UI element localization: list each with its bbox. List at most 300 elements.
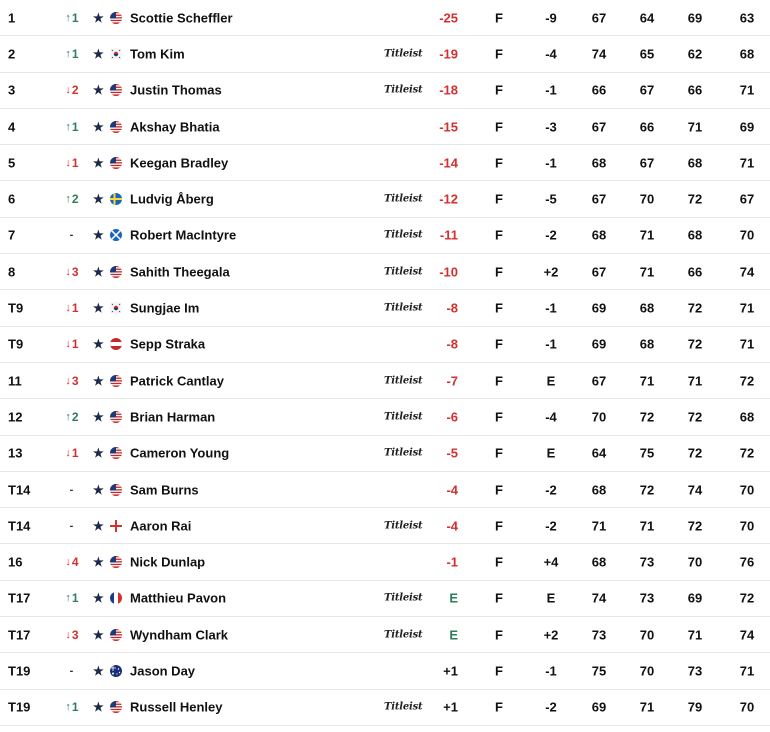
flag-us-icon [110, 12, 122, 24]
sponsor-logo: Titleist [384, 193, 423, 205]
arrow-up-icon: ↑ [65, 410, 71, 423]
position-change-value: 4 [71, 555, 79, 570]
leaderboard-row[interactable] [0, 109, 770, 145]
dash-icon: - [69, 483, 74, 496]
thru: F [495, 373, 503, 389]
flag-us-icon [110, 629, 122, 641]
leaderboard-row[interactable] [0, 363, 770, 399]
today-score: -1 [545, 336, 557, 352]
position-change-value: 1 [71, 155, 79, 170]
total-score: -14 [439, 155, 458, 171]
round-4-score: 68 [739, 46, 755, 62]
arrow-up-icon: ↑ [65, 193, 71, 206]
player-name[interactable]: Matthieu Pavon [130, 590, 227, 606]
round-2-score: 70 [639, 191, 655, 207]
player-name[interactable]: Russell Henley [130, 699, 223, 715]
favorite-star-icon[interactable]: ★ [93, 119, 104, 134]
position-change [62, 337, 82, 351]
round-1-score: 74 [591, 46, 607, 62]
round-3-score: 69 [687, 590, 703, 606]
today-score: -1 [545, 82, 557, 98]
today-score: -9 [545, 10, 557, 26]
position-change-value: 3 [71, 373, 79, 388]
round-2-score: 67 [639, 155, 655, 171]
player-name[interactable]: Sepp Straka [130, 336, 206, 352]
thru: F [495, 699, 503, 715]
round-2-score: 66 [639, 119, 655, 135]
position-change [62, 374, 82, 388]
sponsor-logo: Titleist [384, 629, 423, 641]
position: T9 [8, 336, 24, 352]
position-change [62, 11, 82, 25]
flag-us-icon [110, 157, 122, 169]
total-score: -6 [446, 409, 458, 425]
flag-kr-icon [110, 302, 122, 314]
round-2-score: 71 [639, 373, 655, 389]
leaderboard-row[interactable] [0, 0, 770, 36]
today-score: +2 [543, 627, 559, 643]
round-1-score: 71 [591, 518, 607, 534]
arrow-up-icon: ↑ [65, 592, 71, 605]
total-score: -18 [439, 82, 458, 98]
player-name[interactable]: Keegan Bradley [130, 155, 229, 171]
round-2-score: 70 [639, 627, 655, 643]
sponsor-logo: Titleist [384, 302, 423, 314]
round-3-score: 72 [687, 445, 703, 461]
round-4-score: 70 [739, 227, 755, 243]
flag-us-icon [110, 701, 122, 713]
round-4-score: 71 [739, 336, 755, 352]
position: T14 [8, 482, 31, 497]
arrow-up-icon: ↑ [65, 11, 71, 24]
round-3-score: 74 [687, 482, 703, 497]
round-3-score: 68 [687, 227, 703, 243]
favorite-star-icon[interactable]: ★ [93, 46, 104, 61]
position-change [62, 192, 82, 206]
today-score: -3 [545, 119, 557, 135]
total-score: -8 [446, 336, 458, 352]
player-name[interactable]: Sam Burns [130, 482, 199, 497]
round-3-score: 71 [687, 119, 703, 135]
position-change [62, 520, 82, 532]
round-1-score: 69 [591, 699, 607, 715]
round-3-score: 79 [687, 699, 703, 715]
position-change-value: 1 [71, 119, 79, 134]
position: 16 [8, 554, 23, 570]
position-change [62, 120, 82, 134]
position: T14 [8, 518, 31, 534]
player-name[interactable]: Tom Kim [130, 46, 185, 62]
position: 13 [8, 445, 23, 461]
round-2-score: 75 [639, 445, 655, 461]
round-3-score: 72 [687, 409, 703, 425]
sponsor-logo: Titleist [384, 84, 423, 96]
thru: F [495, 10, 503, 26]
flag-us-icon [110, 375, 122, 387]
leaderboard-row[interactable] [0, 690, 770, 726]
round-2-score: 70 [639, 663, 655, 679]
player-name[interactable]: Patrick Cantlay [130, 373, 224, 389]
total-score: E [449, 627, 458, 643]
position-change [62, 628, 82, 642]
player-name[interactable]: Jason Day [130, 663, 196, 679]
favorite-star-icon[interactable]: ★ [93, 482, 104, 497]
leaderboard-row[interactable] [0, 36, 770, 72]
flag-sc-icon [110, 229, 122, 241]
favorite-star-icon[interactable]: ★ [93, 83, 104, 98]
arrow-down-icon: ↓ [65, 628, 71, 641]
total-score: -8 [446, 300, 458, 316]
position-change [62, 446, 82, 460]
arrow-up-icon: ↑ [65, 47, 71, 60]
today-score: +2 [543, 264, 559, 280]
dash-icon: - [69, 519, 74, 532]
round-4-score: 72 [739, 373, 755, 389]
round-4-score: 67 [739, 191, 755, 207]
favorite-star-icon[interactable]: ★ [93, 155, 104, 170]
today-score: -2 [545, 518, 557, 534]
leaderboard-row[interactable] [0, 181, 770, 217]
position: 11 [8, 373, 22, 389]
position-change-value: 1 [71, 46, 79, 61]
thru: F [495, 409, 503, 425]
round-3-score: 68 [687, 155, 703, 171]
leaderboard-row[interactable] [0, 653, 770, 689]
arrow-down-icon: ↓ [65, 338, 71, 351]
round-2-score: 72 [639, 482, 655, 497]
round-4-score: 74 [739, 627, 755, 643]
total-score: +1 [443, 663, 458, 679]
round-4-score: 70 [739, 482, 755, 497]
round-4-score: 76 [739, 554, 755, 570]
favorite-star-icon[interactable]: ★ [93, 446, 104, 461]
today-score: -2 [545, 699, 557, 715]
leaderboard-row[interactable] [0, 544, 770, 580]
favorite-star-icon[interactable]: ★ [93, 518, 104, 533]
favorite-star-icon[interactable]: ★ [93, 228, 104, 243]
position-change [62, 47, 82, 61]
position-change-value: 2 [71, 409, 79, 424]
position-change [62, 265, 82, 279]
flag-en-icon [110, 520, 122, 532]
position: 3 [8, 82, 16, 98]
round-2-score: 68 [639, 336, 655, 352]
total-score: -25 [439, 10, 458, 26]
arrow-down-icon: ↓ [65, 302, 71, 315]
favorite-star-icon[interactable]: ★ [93, 264, 104, 279]
round-1-score: 67 [591, 119, 607, 135]
position-change-value: 1 [71, 591, 79, 606]
round-3-score: 71 [687, 627, 703, 643]
total-score: -15 [439, 119, 458, 135]
total-score: -11 [439, 227, 458, 243]
player-name[interactable]: Brian Harman [130, 409, 216, 425]
round-1-score: 68 [591, 155, 607, 171]
position: T19 [8, 699, 31, 715]
favorite-star-icon[interactable]: ★ [93, 627, 104, 642]
position: 6 [8, 191, 16, 207]
flag-us-icon [110, 121, 122, 133]
thru: F [495, 590, 503, 606]
thru: F [495, 627, 503, 643]
today-score: E [546, 590, 556, 606]
round-3-score: 71 [687, 373, 703, 389]
position-change-value: 2 [71, 192, 79, 207]
round-4-score: 69 [739, 119, 755, 135]
round-2-score: 65 [639, 46, 655, 62]
favorite-star-icon[interactable]: ★ [93, 192, 104, 207]
favorite-star-icon[interactable]: ★ [93, 373, 104, 388]
arrow-up-icon: ↑ [65, 701, 71, 714]
round-2-score: 67 [639, 82, 655, 98]
thru: F [495, 264, 503, 280]
total-score: -5 [446, 445, 458, 461]
sponsor-logo: Titleist [384, 701, 423, 713]
player-name[interactable]: Robert MacIntyre [130, 227, 237, 243]
round-1-score: 74 [591, 590, 607, 606]
round-1-score: 64 [591, 445, 607, 461]
sponsor-logo: Titleist [384, 447, 423, 459]
arrow-down-icon: ↓ [65, 447, 71, 460]
arrow-down-icon: ↓ [65, 556, 71, 569]
round-3-score: 62 [687, 46, 703, 62]
sponsor-logo: Titleist [384, 520, 423, 532]
total-score: -12 [439, 191, 458, 207]
today-score: -5 [545, 191, 557, 207]
thru: F [495, 300, 503, 316]
thru: F [495, 191, 503, 207]
position: T17 [8, 590, 31, 606]
position-change [62, 700, 82, 714]
favorite-star-icon[interactable]: ★ [93, 10, 104, 25]
position: T19 [8, 663, 31, 679]
round-4-score: 63 [739, 10, 755, 26]
thru: F [495, 227, 503, 243]
position-change-value: 3 [71, 264, 79, 279]
round-4-score: 71 [739, 82, 755, 98]
round-3-score: 66 [687, 264, 703, 280]
today-score: E [546, 445, 556, 461]
flag-us-icon [110, 447, 122, 459]
round-1-score: 68 [591, 227, 607, 243]
round-2-score: 73 [639, 554, 655, 570]
flag-fr-icon [110, 592, 122, 604]
round-1-score: 66 [591, 82, 607, 98]
sponsor-logo: Titleist [384, 375, 423, 387]
thru: F [495, 518, 503, 534]
today-score: -1 [545, 155, 557, 171]
today-score: -2 [545, 227, 557, 243]
round-2-score: 72 [639, 409, 655, 425]
leaderboard-row[interactable] [0, 73, 770, 109]
round-4-score: 68 [739, 409, 755, 425]
leaderboard-row[interactable] [0, 327, 770, 363]
arrow-down-icon: ↓ [65, 156, 71, 169]
arrow-down-icon: ↓ [65, 265, 71, 278]
position: 4 [8, 119, 16, 135]
round-2-score: 71 [639, 227, 655, 243]
position-change-value: 1 [71, 301, 79, 316]
flag-us-icon [110, 266, 122, 278]
total-score: +1 [443, 699, 458, 715]
position-change [62, 484, 82, 496]
leaderboard-row[interactable] [0, 581, 770, 617]
player-name[interactable]: Scottie Scheffler [130, 10, 233, 26]
round-3-score: 70 [687, 554, 703, 570]
round-1-score: 67 [591, 10, 607, 26]
leaderboard-row[interactable] [0, 508, 770, 544]
arrow-down-icon: ↓ [65, 84, 71, 97]
round-1-score: 68 [591, 554, 607, 570]
position: 8 [8, 264, 16, 280]
favorite-star-icon[interactable]: ★ [93, 555, 104, 570]
player-name[interactable]: Wyndham Clark [130, 627, 229, 643]
round-2-score: 71 [639, 699, 655, 715]
round-1-score: 73 [591, 627, 607, 643]
total-score: -7 [446, 373, 458, 389]
player-name[interactable]: Justin Thomas [130, 82, 222, 98]
round-4-score: 72 [739, 445, 755, 461]
round-2-score: 68 [639, 300, 655, 316]
player-name[interactable]: Sahith Theegala [130, 264, 230, 280]
player-name[interactable]: Ludvig Åberg [130, 191, 214, 207]
round-4-score: 72 [739, 590, 755, 606]
round-2-score: 64 [639, 10, 655, 26]
favorite-star-icon[interactable]: ★ [93, 591, 104, 606]
leaderboard-row[interactable] [0, 472, 770, 508]
thru: F [495, 336, 503, 352]
favorite-star-icon[interactable]: ★ [93, 409, 104, 424]
today-score: -2 [545, 482, 557, 497]
today-score: -1 [545, 300, 557, 316]
position: 7 [8, 227, 16, 243]
round-1-score: 67 [591, 264, 607, 280]
leaderboard-row[interactable] [0, 145, 770, 181]
dash-icon: - [69, 664, 74, 677]
thru: F [495, 445, 503, 461]
position-change-value: 1 [71, 10, 79, 25]
thru: F [495, 46, 503, 62]
leaderboard-row[interactable] [0, 254, 770, 290]
round-1-score: 70 [591, 409, 607, 425]
position-change-value: 1 [71, 446, 79, 461]
round-3-score: 72 [687, 336, 703, 352]
round-3-score: 69 [687, 10, 703, 26]
leaderboard-row[interactable] [0, 436, 770, 472]
round-1-score: 67 [591, 191, 607, 207]
leaderboard-row[interactable] [0, 218, 770, 254]
position-change [62, 156, 82, 170]
round-4-score: 71 [739, 300, 755, 316]
position-change [62, 665, 82, 677]
flag-se-icon [110, 193, 122, 205]
position-change-value: 2 [71, 83, 79, 98]
arrow-up-icon: ↑ [65, 120, 71, 133]
round-3-score: 72 [687, 518, 703, 534]
position-change-value: 1 [71, 700, 79, 715]
round-1-score: 69 [591, 300, 607, 316]
total-score: -1 [446, 554, 458, 570]
thru: F [495, 554, 503, 570]
today-score: +4 [543, 554, 559, 570]
flag-kr-icon [110, 48, 122, 60]
flag-us-icon [110, 84, 122, 96]
arrow-down-icon: ↓ [65, 374, 71, 387]
sponsor-logo: Titleist [384, 48, 423, 60]
thru: F [495, 482, 503, 497]
player-name[interactable]: Akshay Bhatia [130, 119, 220, 135]
flag-at-icon [110, 338, 122, 350]
today-score: -1 [545, 663, 557, 679]
position: 2 [8, 46, 16, 62]
flag-us-icon [110, 484, 122, 496]
position: 12 [8, 409, 23, 425]
position-change [62, 410, 82, 424]
flag-au-icon [110, 665, 122, 677]
round-2-score: 73 [639, 590, 655, 606]
round-2-score: 71 [639, 518, 655, 534]
round-1-score: 67 [591, 373, 607, 389]
player-name[interactable]: Sungjae Im [130, 300, 200, 316]
round-4-score: 70 [739, 699, 755, 715]
position-change [62, 83, 82, 97]
player-name[interactable]: Nick Dunlap [130, 554, 206, 570]
round-1-score: 69 [591, 336, 607, 352]
thru: F [495, 663, 503, 679]
position-change [62, 591, 82, 605]
position-change [62, 301, 82, 315]
round-4-score: 70 [739, 518, 755, 534]
leaderboard-row[interactable] [0, 617, 770, 653]
position-change-value: 1 [71, 337, 79, 352]
total-score: -19 [439, 46, 458, 62]
thru: F [495, 119, 503, 135]
position-change [62, 555, 82, 569]
round-2-score: 71 [639, 264, 655, 280]
round-3-score: 73 [687, 663, 703, 679]
today-score: -4 [545, 46, 557, 62]
sponsor-logo: Titleist [384, 592, 423, 604]
round-3-score: 66 [687, 82, 703, 98]
today-score: -4 [545, 409, 557, 425]
favorite-star-icon[interactable]: ★ [93, 700, 104, 715]
leaderboard-row[interactable] [0, 290, 770, 326]
round-1-score: 75 [591, 663, 607, 679]
flag-us-icon [110, 411, 122, 423]
today-score: E [546, 373, 556, 389]
favorite-star-icon[interactable]: ★ [93, 663, 104, 678]
sponsor-logo: Titleist [384, 266, 423, 278]
round-1-score: 68 [591, 482, 607, 497]
total-score: -4 [446, 518, 458, 534]
total-score: -4 [446, 482, 458, 497]
favorite-star-icon[interactable]: ★ [93, 337, 104, 352]
favorite-star-icon[interactable]: ★ [93, 301, 104, 316]
sponsor-logo: Titleist [384, 229, 423, 241]
round-3-score: 72 [687, 191, 703, 207]
total-score: E [449, 590, 458, 606]
position-change-value: 3 [71, 627, 79, 642]
round-4-score: 74 [739, 264, 755, 280]
position: T17 [8, 627, 31, 643]
total-score: -10 [439, 264, 458, 280]
player-name[interactable]: Cameron Young [130, 445, 230, 461]
leaderboard-row[interactable] [0, 399, 770, 435]
round-4-score: 71 [739, 663, 755, 679]
player-name[interactable]: Aaron Rai [130, 518, 192, 534]
position: 1 [8, 10, 16, 26]
thru: F [495, 155, 503, 171]
